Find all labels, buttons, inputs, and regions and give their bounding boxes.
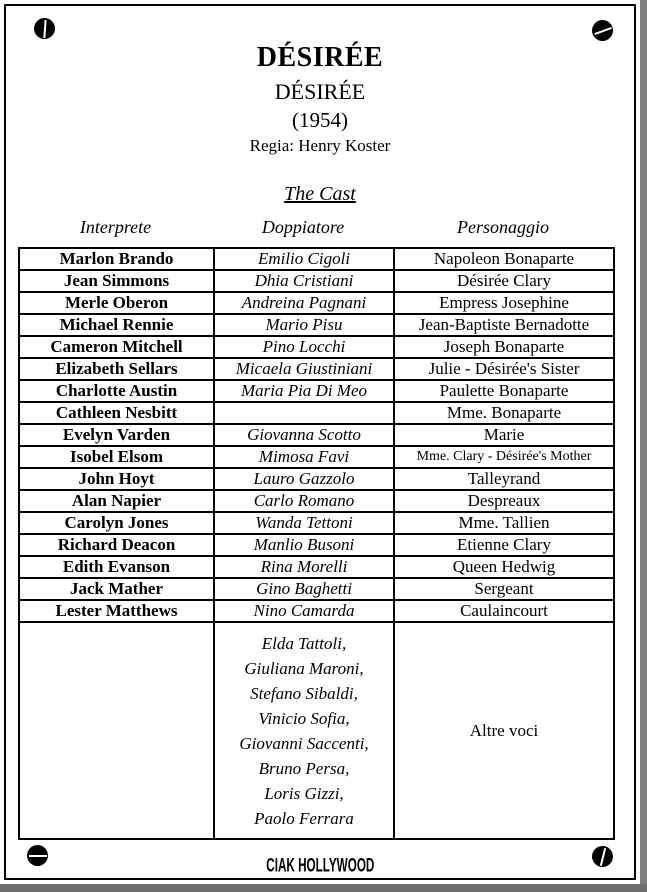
screw-icon-top-right bbox=[592, 20, 613, 41]
footer-logo bbox=[0, 854, 640, 877]
cell-interprete: Alan Napier bbox=[19, 490, 214, 512]
cell-doppiatore: Rina Morelli bbox=[214, 556, 394, 578]
table-row bbox=[19, 578, 614, 600]
table-row-other-voices bbox=[19, 622, 614, 839]
table-row bbox=[19, 314, 614, 336]
cell-interprete: Isobel Elsom bbox=[19, 446, 214, 468]
other-voice-name: Giovanni Saccenti, bbox=[239, 733, 369, 753]
cell-interprete: Evelyn Varden bbox=[19, 424, 214, 446]
cell-doppiatore: Maria Pia Di Meo bbox=[214, 380, 394, 402]
cast-heading-label: The Cast bbox=[284, 183, 356, 205]
cell-interprete: Richard Deacon bbox=[19, 534, 214, 556]
cell-doppiatore: Wanda Tettoni bbox=[214, 512, 394, 534]
table-row bbox=[19, 380, 614, 402]
table-row bbox=[19, 270, 614, 292]
cell-personaggio: Mme. Clary - Désirée's Mother bbox=[394, 446, 614, 468]
cell-personaggio: Julie - Désirée's Sister bbox=[394, 358, 614, 380]
cell-personaggio: Despreaux bbox=[394, 490, 614, 512]
cell-interprete: Cathleen Nesbitt bbox=[19, 402, 214, 424]
table-row bbox=[19, 248, 614, 270]
header-personaggio: Personaggio bbox=[457, 217, 549, 237]
cell-doppiatore: Micaela Giustiniani bbox=[214, 358, 394, 380]
cell-personaggio: Marie bbox=[394, 424, 614, 446]
cell-doppiatore bbox=[214, 402, 394, 424]
cell-interprete: Marlon Brando bbox=[19, 248, 214, 270]
cell-personaggio: Queen Hedwig bbox=[394, 556, 614, 578]
cell-interprete bbox=[19, 622, 214, 839]
cell-doppiatore: Lauro Gazzolo bbox=[214, 468, 394, 490]
cell-doppiatore-list bbox=[214, 622, 394, 839]
film-title: DÉSIRÉE bbox=[256, 42, 384, 73]
table-column-headers bbox=[18, 217, 613, 238]
screw-icon-top-left bbox=[34, 18, 55, 39]
cell-personaggio: Talleyrand bbox=[394, 468, 614, 490]
other-voice-name: Giuliana Maroni, bbox=[244, 658, 364, 678]
cell-personaggio: Mme. Bonaparte bbox=[394, 402, 614, 424]
cell-interprete: John Hoyt bbox=[19, 468, 214, 490]
table-row bbox=[19, 424, 614, 446]
table-row bbox=[19, 446, 614, 468]
cell-interprete: Jean Simmons bbox=[19, 270, 214, 292]
cell-personaggio: Jean-Baptiste Bernadotte bbox=[394, 314, 614, 336]
screw-icon-bottom-left bbox=[27, 845, 48, 866]
cell-doppiatore: Andreina Pagnani bbox=[214, 292, 394, 314]
cell-personaggio: Napoleon Bonaparte bbox=[394, 248, 614, 270]
table-row bbox=[19, 336, 614, 358]
film-director: Regia: Henry Koster bbox=[249, 136, 391, 155]
cell-doppiatore: Giovanna Scotto bbox=[214, 424, 394, 446]
film-original-title: DÉSIRÉE bbox=[274, 79, 366, 104]
cell-interprete: Edith Evanson bbox=[19, 556, 214, 578]
cell-interprete: Charlotte Austin bbox=[19, 380, 214, 402]
cell-interprete: Cameron Mitchell bbox=[19, 336, 214, 358]
table-row bbox=[19, 402, 614, 424]
cell-interprete: Lester Matthews bbox=[19, 600, 214, 622]
page-shadow-bottom bbox=[0, 884, 647, 892]
other-voice-name: Vinicio Sofia, bbox=[258, 708, 350, 728]
cell-personaggio: Sergeant bbox=[394, 578, 614, 600]
cell-doppiatore: Pino Locchi bbox=[214, 336, 394, 358]
screw-icon-bottom-right bbox=[592, 846, 613, 867]
cast-table bbox=[18, 247, 615, 840]
cell-doppiatore: Nino Camarda bbox=[214, 600, 394, 622]
other-voice-name: Elda Tattoli, bbox=[261, 633, 347, 653]
screw-slot bbox=[43, 19, 46, 37]
other-voice-name: Paolo Ferrara bbox=[254, 808, 354, 828]
cell-personaggio: Désirée Clary bbox=[394, 270, 614, 292]
header-doppiatore: Doppiatore bbox=[261, 217, 345, 237]
table-row bbox=[19, 358, 614, 380]
table-row bbox=[19, 534, 614, 556]
table-row bbox=[19, 512, 614, 534]
other-voice-name: Bruno Persa, bbox=[258, 758, 350, 778]
screw-slot bbox=[29, 855, 47, 857]
cell-doppiatore: Gino Baghetti bbox=[214, 578, 394, 600]
cell-interprete: Merle Oberon bbox=[19, 292, 214, 314]
cell-personaggio: Paulette Bonaparte bbox=[394, 380, 614, 402]
page-shadow-right bbox=[640, 0, 647, 892]
cell-personaggio: Altre voci bbox=[394, 622, 614, 839]
cast-section-heading bbox=[0, 183, 640, 206]
title-block bbox=[0, 42, 640, 156]
cell-personaggio: Caulaincourt bbox=[394, 600, 614, 622]
table-row bbox=[19, 292, 614, 314]
table-row bbox=[19, 468, 614, 490]
cast-table-body bbox=[19, 248, 614, 839]
table-row bbox=[19, 490, 614, 512]
cell-doppiatore: Carlo Romano bbox=[214, 490, 394, 512]
cell-personaggio: Mme. Tallien bbox=[394, 512, 614, 534]
cell-personaggio: Etienne Clary bbox=[394, 534, 614, 556]
ciak-hollywood-logo: CIAK HOLLYWOOD bbox=[265, 854, 375, 877]
other-voice-name: Loris Gizzi, bbox=[264, 783, 344, 803]
cell-interprete: Michael Rennie bbox=[19, 314, 214, 336]
cell-doppiatore: Emilio Cigoli bbox=[214, 248, 394, 270]
cell-personaggio: Joseph Bonaparte bbox=[394, 336, 614, 358]
header-interprete: Interprete bbox=[79, 217, 152, 237]
film-year: (1954) bbox=[292, 108, 348, 132]
cell-interprete: Elizabeth Sellars bbox=[19, 358, 214, 380]
cell-interprete: Carolyn Jones bbox=[19, 512, 214, 534]
screw-slot bbox=[599, 848, 605, 866]
cell-doppiatore: Mimosa Favi bbox=[214, 446, 394, 468]
cell-doppiatore: Dhia Cristiani bbox=[214, 270, 394, 292]
table-row bbox=[19, 600, 614, 622]
cell-doppiatore: Mario Pisu bbox=[214, 314, 394, 336]
screw-slot bbox=[594, 26, 612, 34]
cell-personaggio: Empress Josephine bbox=[394, 292, 614, 314]
other-voice-name: Stefano Sibaldi, bbox=[250, 683, 358, 703]
cell-interprete: Jack Mather bbox=[19, 578, 214, 600]
cell-doppiatore: Manlio Busoni bbox=[214, 534, 394, 556]
table-row bbox=[19, 556, 614, 578]
